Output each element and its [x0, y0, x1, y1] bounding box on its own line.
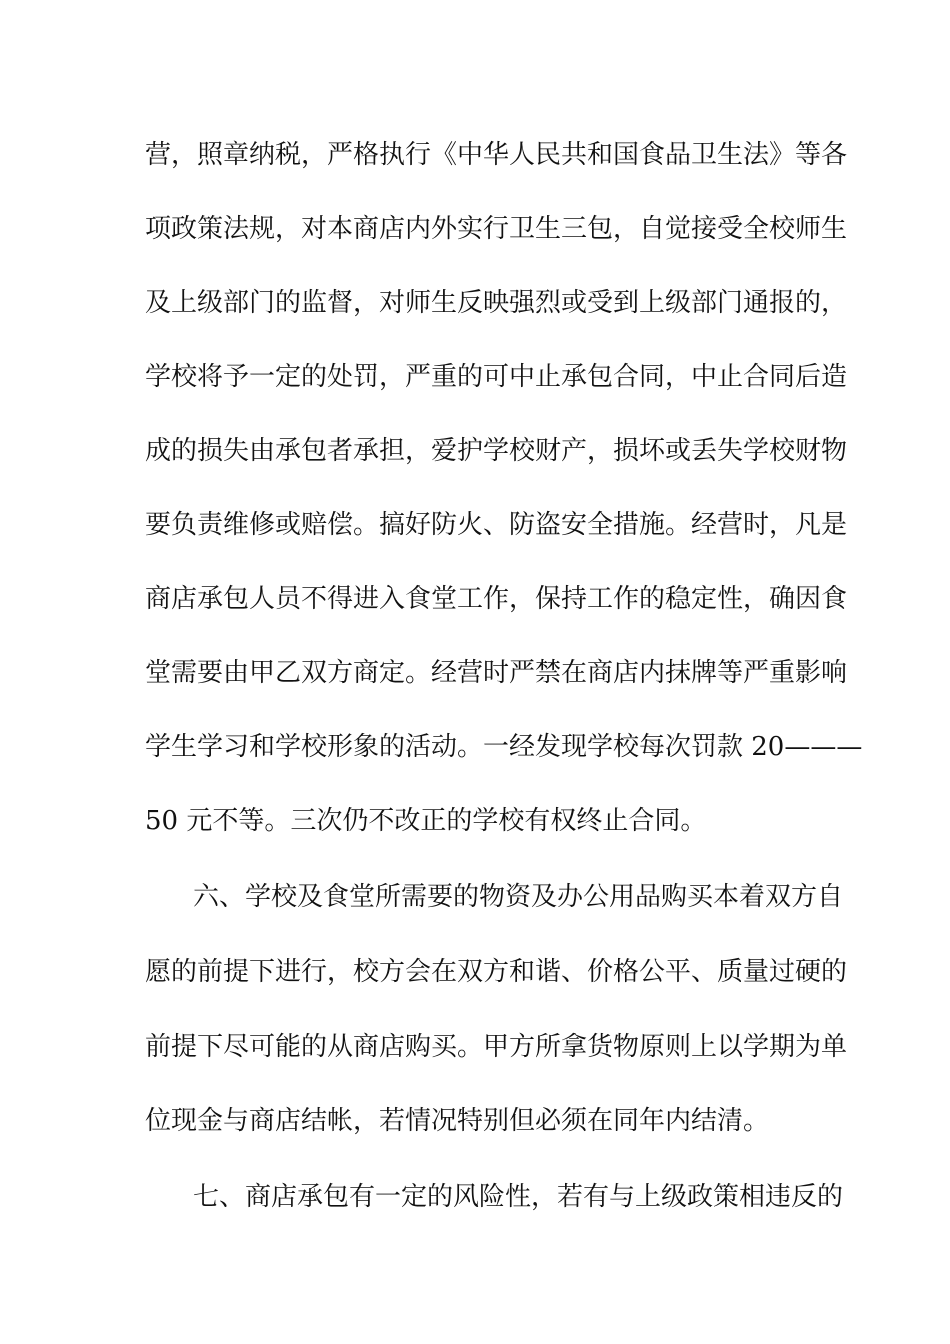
- text-line-9: 学生学习和学校形象的活动。一经发现学校每次罚款 20———: [145, 732, 863, 762]
- text-line-4: 学校将予一定的处罚，严重的可中止承包合同，中止合同后造: [145, 362, 848, 392]
- text-line-8: 堂需要由甲乙双方商定。经营时严禁在商店内抹牌等严重影响: [145, 658, 848, 688]
- text-line-3: 及上级部门的监督，对师生反映强烈或受到上级部门通报的，: [145, 288, 848, 318]
- text-line-5: 成的损失由承包者承担，爱护学校财产，损坏或丢失学校财物: [145, 436, 848, 466]
- text-line-14: 位现金与商店结帐，若情况特别但必须在同年内结清。: [145, 1106, 770, 1136]
- text-line-2: 项政策法规，对本商店内外实行卫生三包，自觉接受全校师生: [145, 214, 848, 244]
- text-line-6: 要负责维修或赔偿。搞好防火、防盗安全措施。经营时，凡是: [145, 510, 848, 540]
- text-line-7: 商店承包人员不得进入食堂工作，保持工作的稳定性，确因食: [145, 584, 848, 614]
- text-line-10: 50 元不等。三次仍不改正的学校有权终止合同。: [145, 806, 707, 836]
- text-line-12: 愿的前提下进行，校方会在双方和谐、价格公平、质量过硬的: [145, 957, 848, 987]
- text-line-13: 前提下尽可能的从商店购买。甲方所拿货物原则上以学期为单: [145, 1032, 848, 1062]
- text-line-1: 营，照章纳税，严格执行《中华人民共和国食品卫生法》等各: [145, 140, 848, 170]
- text-line-15: 七、商店承包有一定的风险性，若有与上级政策相违反的: [193, 1182, 844, 1212]
- text-line-11: 六、学校及食堂所需要的物资及办公用品购买本着双方自: [193, 882, 844, 912]
